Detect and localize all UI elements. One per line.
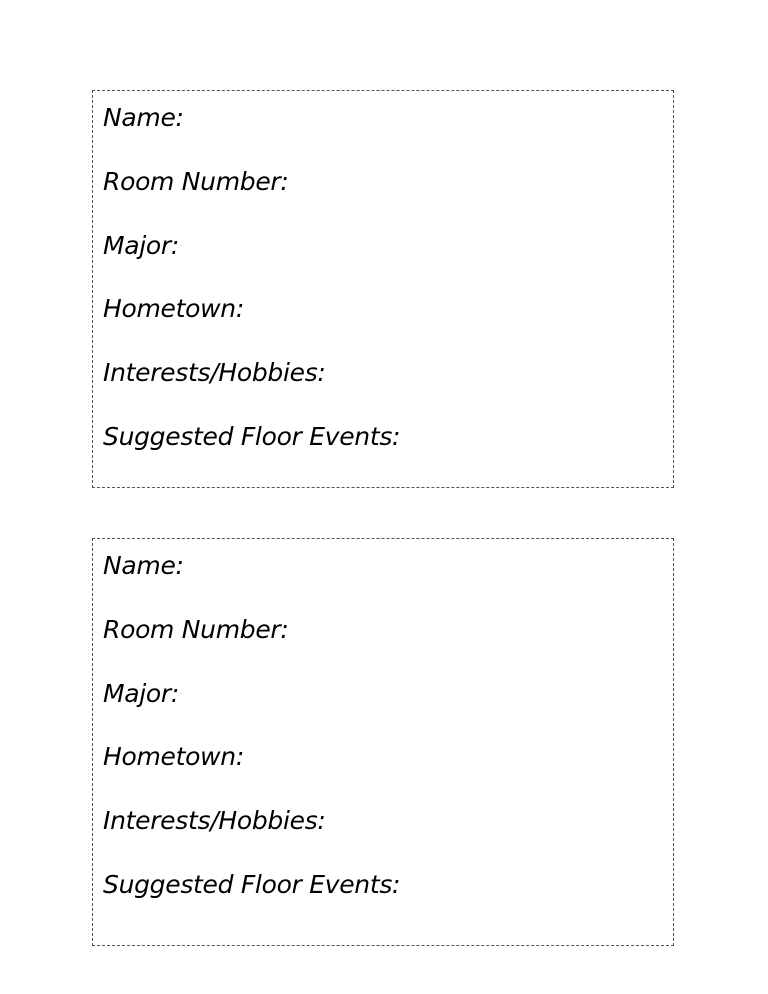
major-label: Major: (103, 231, 180, 260)
interests-hobbies-label: Interests/Hobbies: (103, 358, 326, 387)
room-number-label: Room Number: (103, 615, 289, 644)
suggested-floor-events-label: Suggested Floor Events: (103, 870, 401, 899)
hometown-label: Hometown: (103, 294, 244, 323)
room-number-label: Room Number: (103, 167, 289, 196)
interests-hobbies-label: Interests/Hobbies: (103, 806, 326, 835)
suggested-floor-events-label: Suggested Floor Events: (103, 422, 401, 451)
info-card-2 (92, 538, 674, 946)
info-card-1 (92, 90, 674, 488)
hometown-label: Hometown: (103, 742, 244, 771)
name-label: Name: (103, 551, 184, 580)
major-label: Major: (103, 679, 180, 708)
name-label: Name: (103, 103, 184, 132)
